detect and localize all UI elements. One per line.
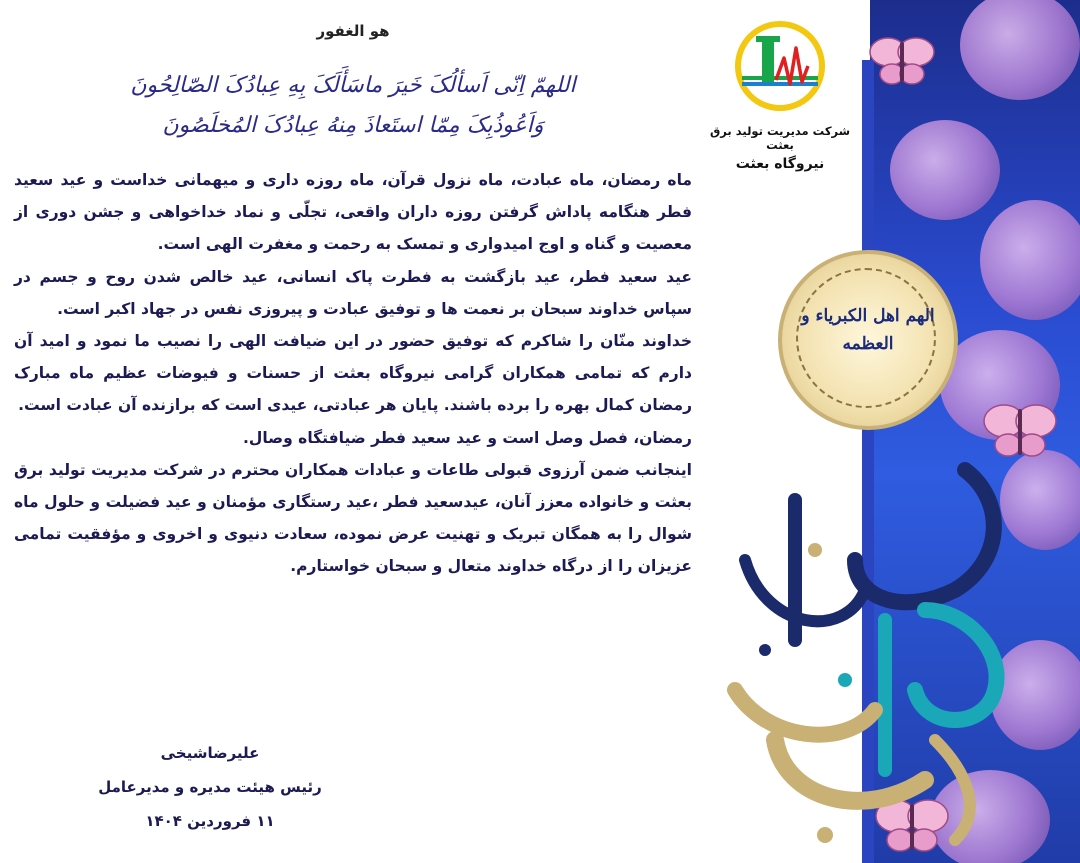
dua-verse bbox=[10, 66, 696, 146]
signature-block bbox=[0, 736, 420, 838]
message-paragraph: رمضان، فصل وصل است و عید سعید فطر ضیافتگاه وصال. bbox=[243, 428, 692, 447]
page-heading: هو الغفور bbox=[316, 22, 390, 40]
signature-date: ۱۱ فروردین ۱۴۰۴ bbox=[145, 812, 275, 830]
message-body bbox=[14, 164, 692, 583]
calligraphy-medallion bbox=[778, 250, 958, 430]
message-paragraph: اینجانب ضمن آرزوی قبولی طاعات و عبادات همکاران محترم در شرکت مدیریت تولید برق بعثت و خانواده معزز آنان، عیدسعید فطر ،عید رستگاری مؤمنان و عید فضیلت و حلول ماه شوال را به همگان تبریک و تهنیت عرض نموده، سعادت دنیوی و اخروی و مؤفقیت تمامی عزیزان را از درگاه خداوند متعال و سبحان خواستارم. bbox=[14, 460, 692, 576]
message-paragraph: خداوند منّان را شاکرم که توفیق حضور در این ضیافت الهی را نصیب ما نمود و امید آن دارم که تمامی همکاران گرامی نیروگاه بعثت از حسنات و فیوضات عظیم ماه مبارک رمضان کمال بهره را برده باشند. پایان هر عبادتی، عیدی است که برازنده آن عبادت است. bbox=[14, 332, 692, 415]
orchid-flower bbox=[890, 120, 1000, 220]
company-name: شرکت مدیریت تولید برق بعثت bbox=[710, 124, 850, 152]
medallion-calligraphy: الهم اهل الکبریاء و العظمه bbox=[801, 306, 935, 354]
orchid-flower bbox=[980, 200, 1080, 320]
dua-line-2: وَاَعُوذُبِکَ مِمّا استَعاذَ مِنهُ عِبادُکَ المُخلَصُونَ bbox=[162, 113, 544, 138]
butterfly-icon bbox=[868, 30, 938, 90]
eid-fitr-mubarak-calligraphy bbox=[705, 440, 1035, 860]
dua-line-1: اللهمّ اِنّی اَسألُکَ خَیرَ ماسَأَلَکَ بِهِ عِبادُکَ الصّالِحُونَ bbox=[130, 73, 576, 98]
company-logo-block bbox=[700, 18, 860, 188]
message-paragraph: ماه رمضان، ماه عبادت، ماه نزول قرآن، ماه روزه داری و میهمانی خداست و عید سعید فطر هنگامه پاداش گرفتن روزه داران واقعی، تجلّی و نماد خداخواهی و جشن دوری از معصیت و گناه و اوج امیدواری و تمسک به رحمت و مغفرت الهی است. bbox=[14, 171, 692, 254]
signer-name: علیرضاشیخی bbox=[160, 744, 260, 762]
signer-title: رئیس هیئت مدیره و مدیرعامل bbox=[98, 778, 322, 796]
plant-name: نیروگاه بعثت bbox=[735, 156, 825, 172]
message-column bbox=[10, 0, 696, 863]
company-logo-icon bbox=[732, 18, 828, 114]
message-paragraph: عید سعید فطر، عید بازگشت به فطرت پاک انسانی، عید خالص شدن روح و جسم در سپاس خداوند سبحان بر نعمت ها و توفیق عبادت و پیروزی نفس در جهاد اکبر است. bbox=[14, 267, 692, 318]
